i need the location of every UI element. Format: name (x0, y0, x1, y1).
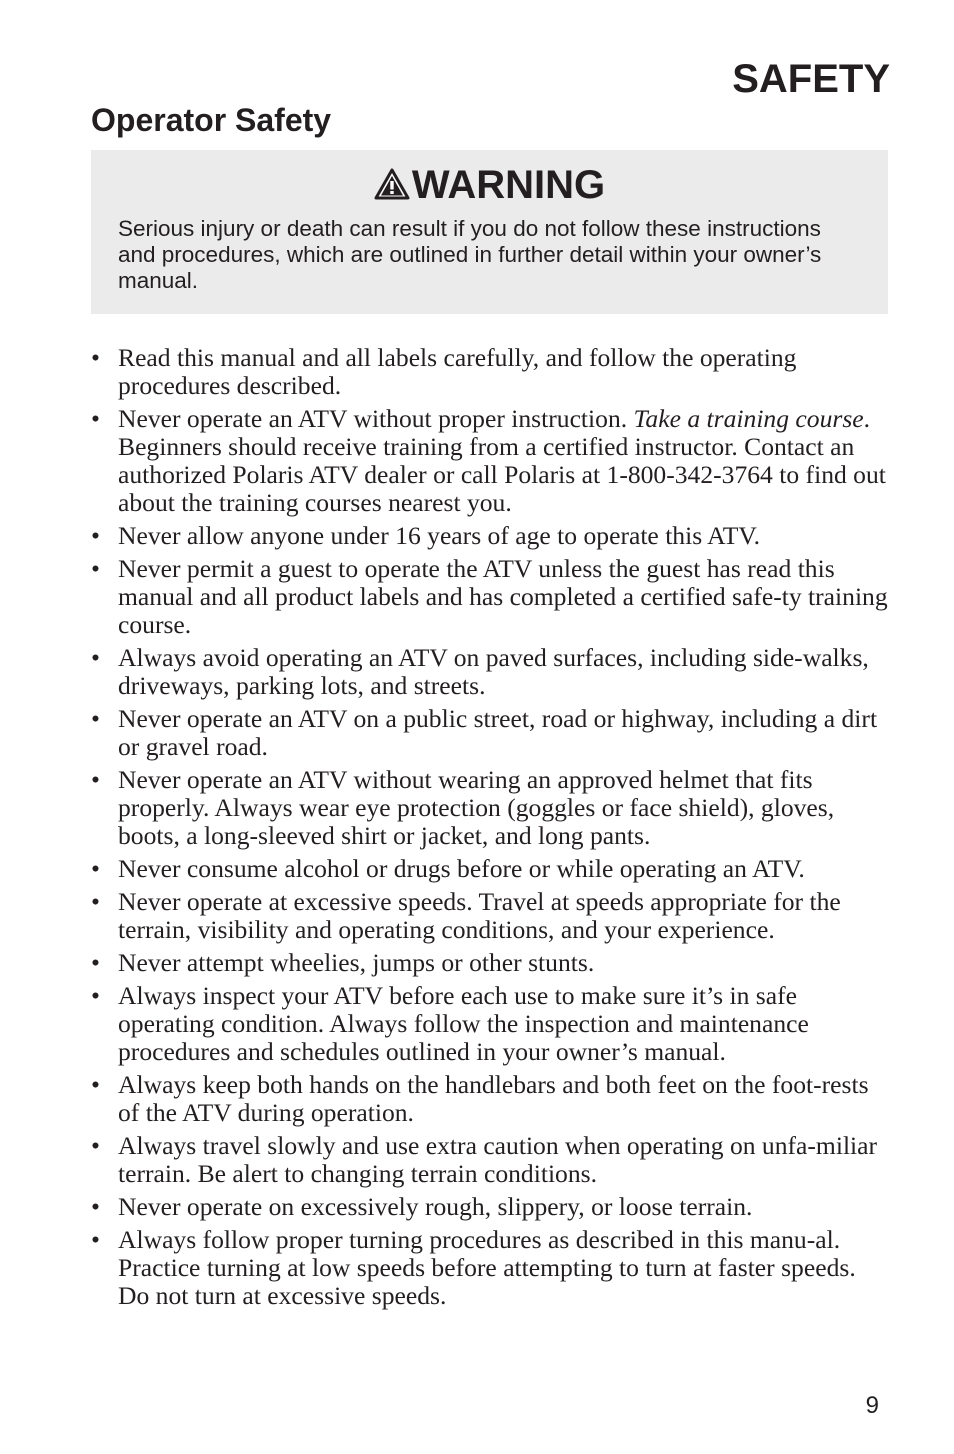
list-item-text: Never consume alcohol or drugs before or while operating an ATV. (118, 854, 805, 883)
bullet-icon: • (91, 887, 100, 916)
bullet-icon: • (91, 1131, 100, 1160)
list-item-text-part: . Beginners should receive training from a certified instructor. Contact an authorized Polaris ATV dealer or call Polaris at 1-800-342-3764 to find out about the training courses nearest you. (118, 404, 886, 517)
bullet-icon: • (91, 948, 100, 977)
list-item-text: Always follow proper turning procedures as described in this manu-al. Practice turning at low speeds before attempting to turn at faster speeds. Do not turn at excessive speeds. (118, 1225, 856, 1310)
warning-triangle-icon (374, 168, 410, 200)
bullet-icon: • (91, 854, 100, 883)
list-item (91, 766, 891, 850)
safety-bullet-list (91, 344, 891, 1315)
bullet-icon: • (91, 981, 100, 1010)
list-item-text: Never operate an ATV without wearing an approved helmet that fits properly. Always wear eye protection (goggles or face shield), gloves, boots, a long-sleeved shirt or jacket, and long pants. (118, 765, 835, 850)
list-item (91, 522, 891, 550)
list-item (91, 888, 891, 944)
list-item (91, 949, 891, 977)
bullet-icon: • (91, 765, 100, 794)
page-subtitle: Operator Safety (91, 102, 332, 138)
list-item-text-part: Never operate an ATV without proper instruction. (118, 404, 634, 433)
bullet-icon: • (91, 704, 100, 733)
list-item-text: Always avoid operating an ATV on paved surfaces, including side-walks, driveways, parking lots, and streets. (118, 643, 869, 700)
list-item (91, 1132, 891, 1188)
bullet-icon: • (91, 1192, 100, 1221)
list-item (91, 344, 891, 400)
warning-text: Serious injury or death can result if you do not follow these instructions and procedures, which are outlined in further detail within your owner’s manual. (118, 216, 822, 293)
list-item-text: Always travel slowly and use extra caution when operating on unfa-miliar terrain. Be alert to changing terrain conditions. (118, 1131, 878, 1188)
section-title: SAFETY (732, 57, 890, 101)
warning-box (91, 150, 888, 314)
list-item (91, 982, 891, 1066)
bullet-icon: • (91, 1225, 100, 1254)
list-item (91, 644, 891, 700)
list-item (91, 1226, 891, 1310)
list-item (91, 1193, 891, 1221)
bullet-icon: • (91, 521, 100, 550)
bullet-icon: • (91, 343, 100, 372)
list-item-text (118, 404, 886, 517)
bullet-icon: • (91, 404, 100, 433)
list-item-text: Always keep both hands on the handlebars and both feet on the foot-rests of the ATV during operation. (118, 1070, 869, 1127)
bullet-icon: • (91, 1070, 100, 1099)
list-item (91, 1071, 891, 1127)
list-item-text: Always inspect your ATV before each use to make sure it’s in safe operating condition. Always follow the inspection and maintenance procedures and schedules outlined in your owner’s manual. (118, 981, 809, 1066)
list-item-text: Read this manual and all labels carefully, and follow the operating procedures described. (118, 343, 797, 400)
emphasis-text: Take a training course (633, 404, 864, 433)
list-item-text: Never attempt wheelies, jumps or other stunts. (118, 948, 595, 977)
list-item (91, 705, 891, 761)
list-item-text: Never operate an ATV on a public street, road or highway, including a dirt or gravel road. (118, 704, 878, 761)
list-item-text: Never permit a guest to operate the ATV unless the guest has read this manual and all product labels and has completed a certified safe-ty training course. (118, 554, 888, 639)
bullet-icon: • (91, 643, 100, 672)
list-item-text: Never operate at excessive speeds. Travel at speeds appropriate for the terrain, visibility and operating conditions, and your experience. (118, 887, 841, 944)
list-item-text: Never operate on excessively rough, slippery, or loose terrain. (118, 1192, 753, 1221)
list-item (91, 855, 891, 883)
bullet-icon: • (91, 554, 100, 583)
page-number: 9 (865, 1392, 879, 1419)
list-item (91, 555, 891, 639)
warning-heading (91, 162, 888, 208)
warning-title: WARNING (411, 163, 606, 207)
list-item-text: Never allow anyone under 16 years of age to operate this ATV. (118, 521, 761, 550)
list-item (91, 405, 891, 517)
